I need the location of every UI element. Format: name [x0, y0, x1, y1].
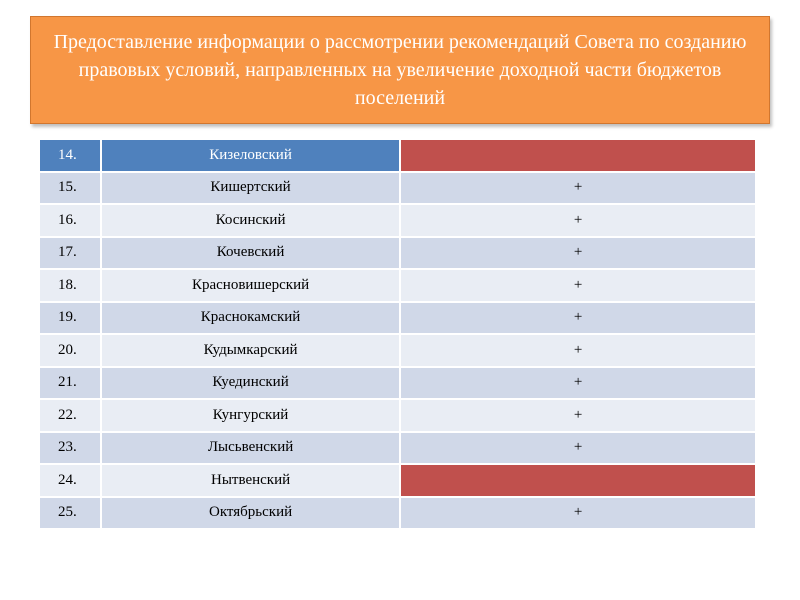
row-number: 22. — [40, 400, 102, 433]
title-banner — [30, 16, 770, 124]
table-row — [40, 368, 757, 401]
status-cell-not-received — [401, 465, 757, 498]
table-row — [40, 433, 757, 466]
row-number: 23. — [40, 433, 102, 466]
status-cell: + — [401, 238, 757, 271]
table-row — [40, 270, 757, 303]
status-cell-not-received — [401, 140, 757, 173]
row-number: 19. — [40, 303, 102, 336]
table-row — [40, 205, 757, 238]
table-row — [40, 303, 757, 336]
table-row — [40, 335, 757, 368]
row-number: 24. — [40, 465, 102, 498]
region-name: Кишертский — [102, 173, 401, 206]
row-number: 25. — [40, 498, 102, 531]
row-number: 17. — [40, 238, 102, 271]
region-name: Куединский — [102, 368, 401, 401]
region-name: Нытвенский — [102, 465, 401, 498]
region-name: Краснокамский — [102, 303, 401, 336]
region-name: Красновишерский — [102, 270, 401, 303]
row-number: 21. — [40, 368, 102, 401]
status-cell: + — [401, 498, 757, 531]
table-row — [40, 465, 757, 498]
status-cell: + — [401, 368, 757, 401]
region-name: Кунгурский — [102, 400, 401, 433]
regions-table — [40, 140, 757, 530]
region-name: Кочевский — [102, 238, 401, 271]
table-row — [40, 140, 757, 173]
table-row — [40, 400, 757, 433]
region-name: Кизеловский — [102, 140, 401, 173]
status-cell: + — [401, 433, 757, 466]
region-name: Октябрьский — [102, 498, 401, 531]
region-name: Косинский — [102, 205, 401, 238]
status-cell: + — [401, 335, 757, 368]
row-number: 14. — [40, 140, 102, 173]
status-cell: + — [401, 173, 757, 206]
status-cell: + — [401, 400, 757, 433]
table-row — [40, 498, 757, 531]
row-number: 15. — [40, 173, 102, 206]
region-name: Лысьвенский — [102, 433, 401, 466]
row-number: 18. — [40, 270, 102, 303]
region-name: Кудымкарский — [102, 335, 401, 368]
row-number: 16. — [40, 205, 102, 238]
status-cell: + — [401, 270, 757, 303]
status-cell: + — [401, 303, 757, 336]
row-number: 20. — [40, 335, 102, 368]
status-cell: + — [401, 205, 757, 238]
slide-title: Предоставление информации о рассмотрении рекомендаций Совета по созданию правовых условий, направленных на увеличение доходной части бюджетов поселений — [53, 31, 747, 109]
table-row — [40, 238, 757, 271]
table-row — [40, 173, 757, 206]
